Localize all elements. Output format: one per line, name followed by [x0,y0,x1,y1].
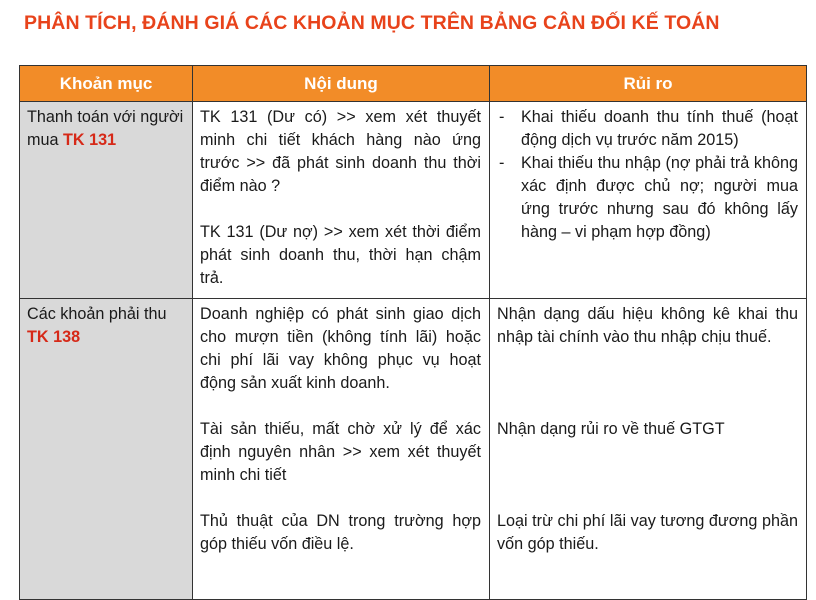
content-paragraph: Thủ thuật của DN trong trường hợp góp thiếu vốn điều lệ. [200,512,481,553]
risk-list [497,106,798,244]
risk-cell [490,102,807,299]
account-code: TK 138 [27,328,81,346]
risk-item [497,152,798,244]
content-paragraph: Doanh nghiệp có phát sinh giao dịch cho mượn tiền (không tính lãi) hoặc chi phí lãi vay không phục vụ hoạt động sản xuất kinh doanh. [200,305,481,392]
item-label: Các khoản phải thu [27,305,167,323]
content-paragraph: Tài sản thiếu, mất chờ xử lý để xác định nguyên nhân >> xem xét thuyết minh chi tiết [200,420,481,484]
table-row [20,102,807,299]
risk-paragraph: Nhận dạng dấu hiệu không kê khai thu nhập tài chính vào thu nhập chịu thuế. [497,305,798,346]
risk-paragraph: Loại trừ chi phí lãi vay tương đương phần vốn góp thiếu. [497,512,798,553]
risk-paragraph: Nhận dạng rủi ro về thuế GTGT [497,420,725,438]
header-content: Nội dung [193,66,490,102]
content-paragraph: TK 131 (Dư có) >> xem xét thuyết minh chi tiết khách hàng nào ứng trước >> đã phát sinh doanh thu thời điểm nào ? [200,108,481,195]
dash-bullet: - [499,154,505,172]
header-item: Khoản mục [20,66,193,102]
dash-bullet: - [499,108,505,126]
item-cell [20,102,193,299]
risk-item [497,106,798,152]
table-row [20,299,807,600]
account-code: TK 131 [63,131,117,149]
risk-text: Khai thiếu thu nhập (nợ phải trả không xác định được chủ nợ; người mua ứng trước nhưng sau đó không lấy hàng – vi phạm hợp đồng) [521,154,798,241]
content-cell [193,102,490,299]
risk-cell [490,299,807,600]
item-cell [20,299,193,600]
header-risk: Rủi ro [490,66,807,102]
page-title: PHÂN TÍCH, ĐÁNH GIÁ CÁC KHOẢN MỤC TRÊN BẢNG CÂN ĐỐI KẾ TOÁN [24,12,720,34]
content-cell [193,299,490,600]
content-paragraph: TK 131 (Dư nợ) >> xem xét thời điểm phát sinh doanh thu, thời hạn chậm trả. [200,223,481,287]
balance-sheet-table [19,65,807,600]
risk-text: Khai thiếu doanh thu tính thuế (hoạt động dịch vụ trước năm 2015) [521,108,798,149]
item-label: Thanh toán với người mua [27,108,184,149]
table-header-row [20,66,807,102]
